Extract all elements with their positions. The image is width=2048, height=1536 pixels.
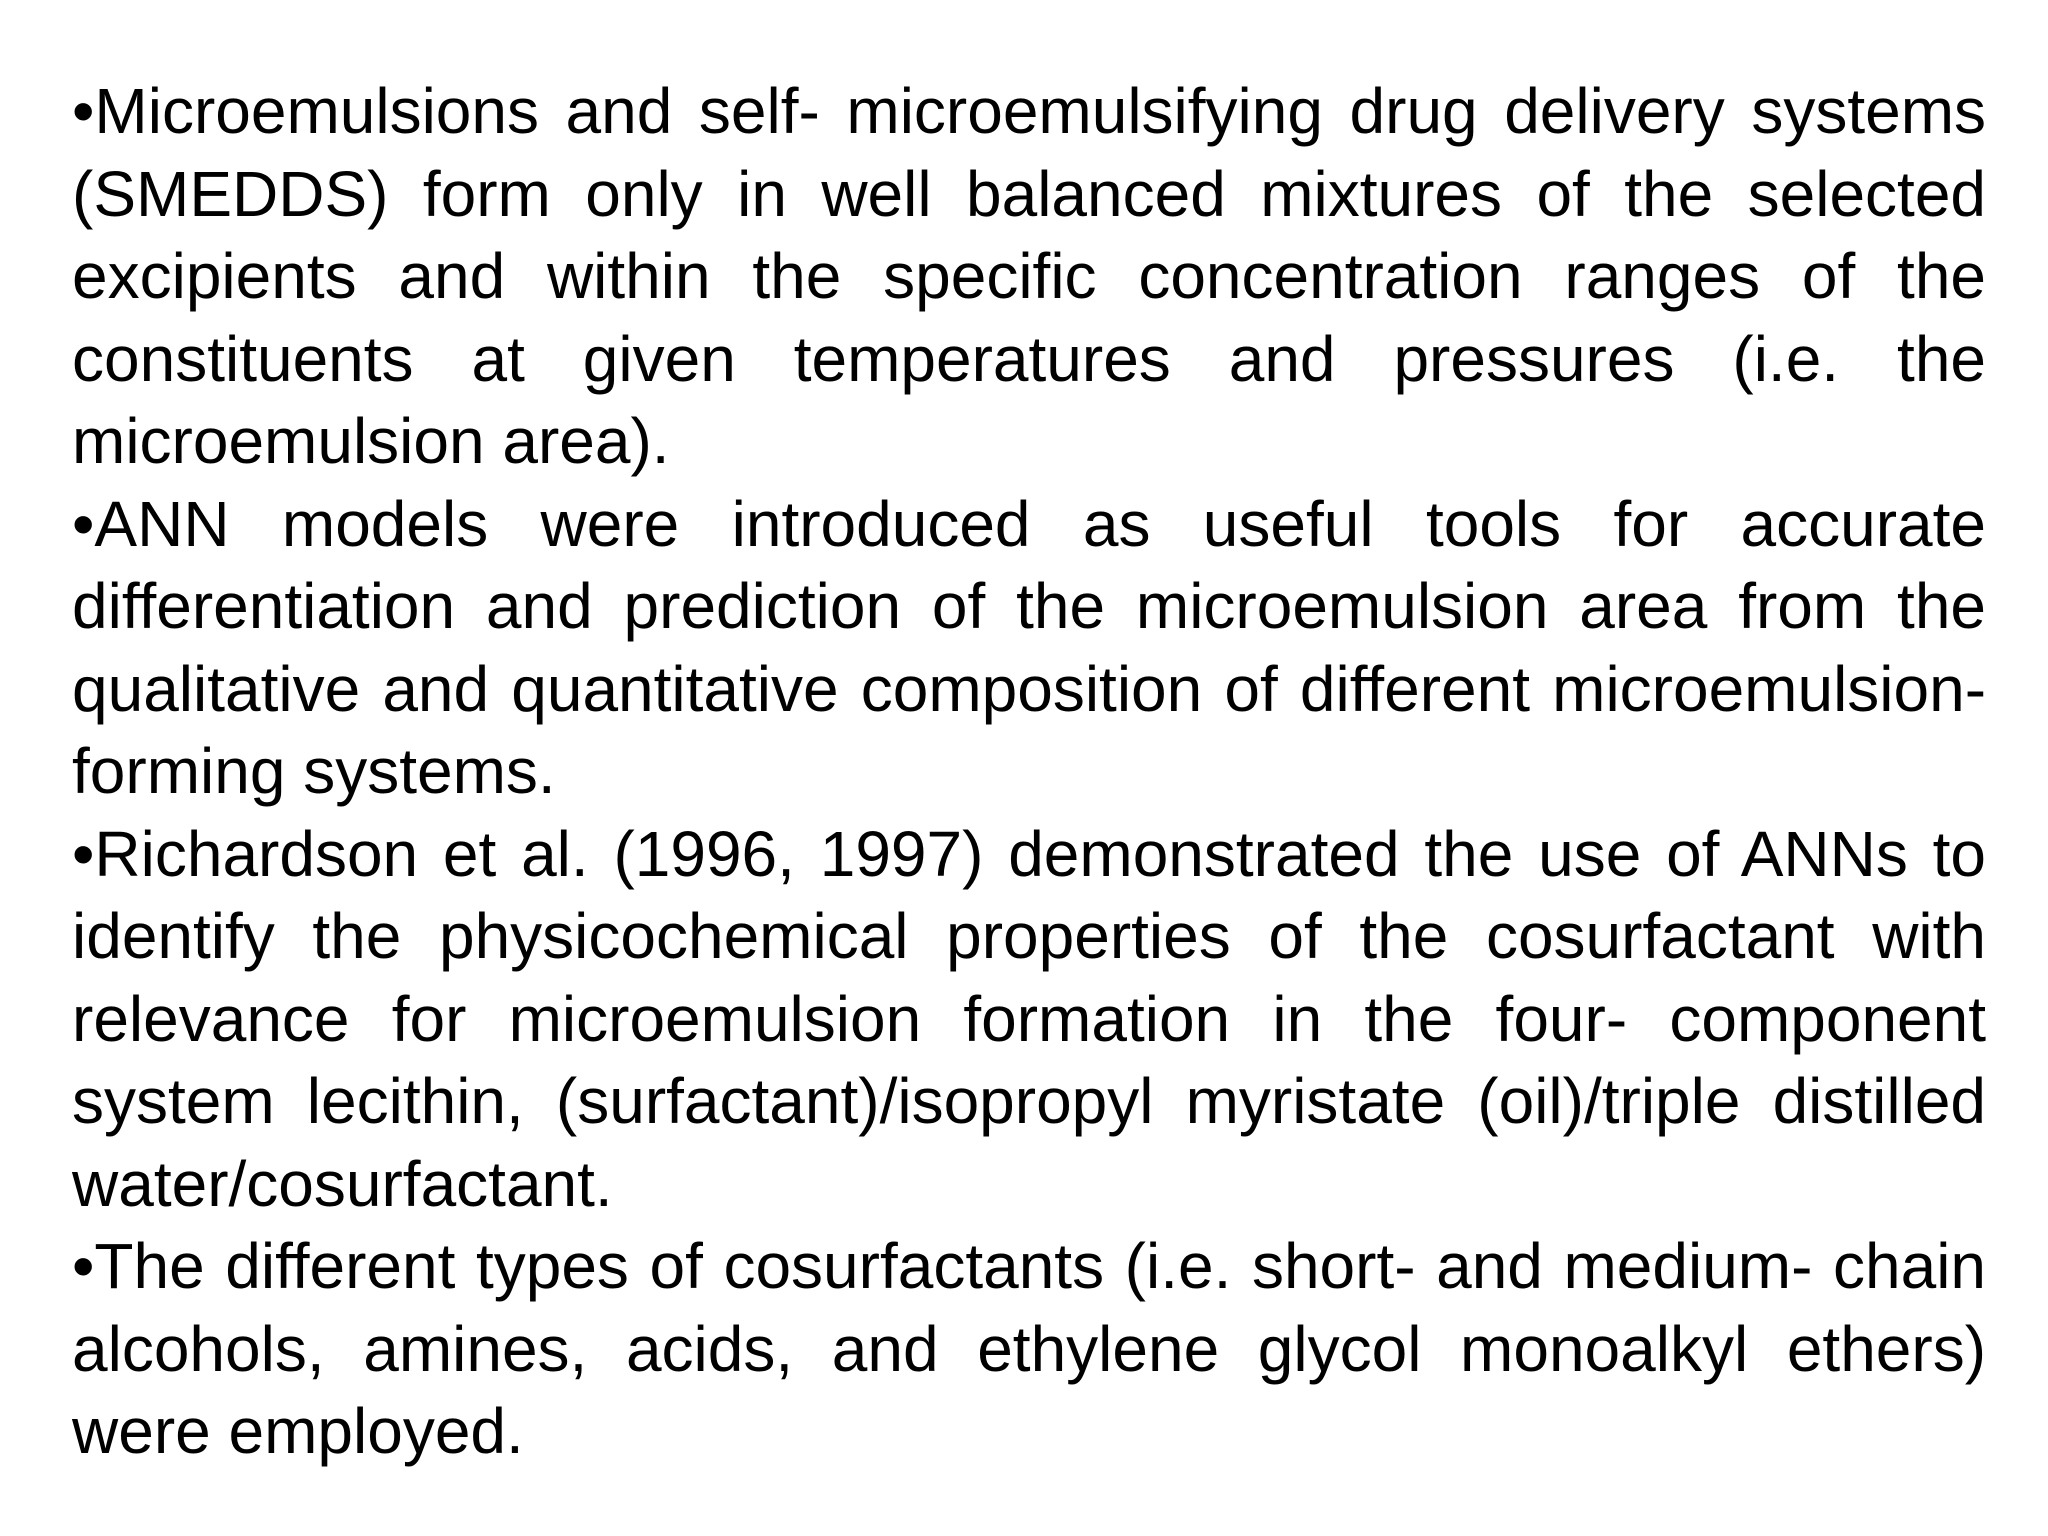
bullet-microemulsions: •Microemulsions and self- microemulsifying drug delivery systems (SMEDDS) form only in well balanced mixtures of the selected excipients and within the specific concentration ranges of the constituents at given temperatures and pressures (i.e. the microemulsion area). [72, 75, 1986, 477]
bullet-richardson: •Richardson et al. (1996, 1997) demonstrated the use of ANNs to identify the physicochemical properties of the cosurfactant with relevance for microemulsion formation in the four- component system lecithin, (surfactant)/isopropyl myristate (oil)/triple distilled water/cosurfactant. [72, 817, 1986, 1220]
bullet-ann-models: •ANN models were introduced as useful tools for accurate differentiation and prediction of the microemulsion area from the qualitative and quantitative composition of different microemulsion-forming systems. [72, 487, 1986, 807]
slide-body [72, 70, 1986, 1473]
bullet-cosurfactants: •The different types of cosurfactants (i.e. short- and medium- chain alcohols, amines, acids, and ethylene glycol monoalkyl ethers) were employed. [72, 1230, 1986, 1467]
